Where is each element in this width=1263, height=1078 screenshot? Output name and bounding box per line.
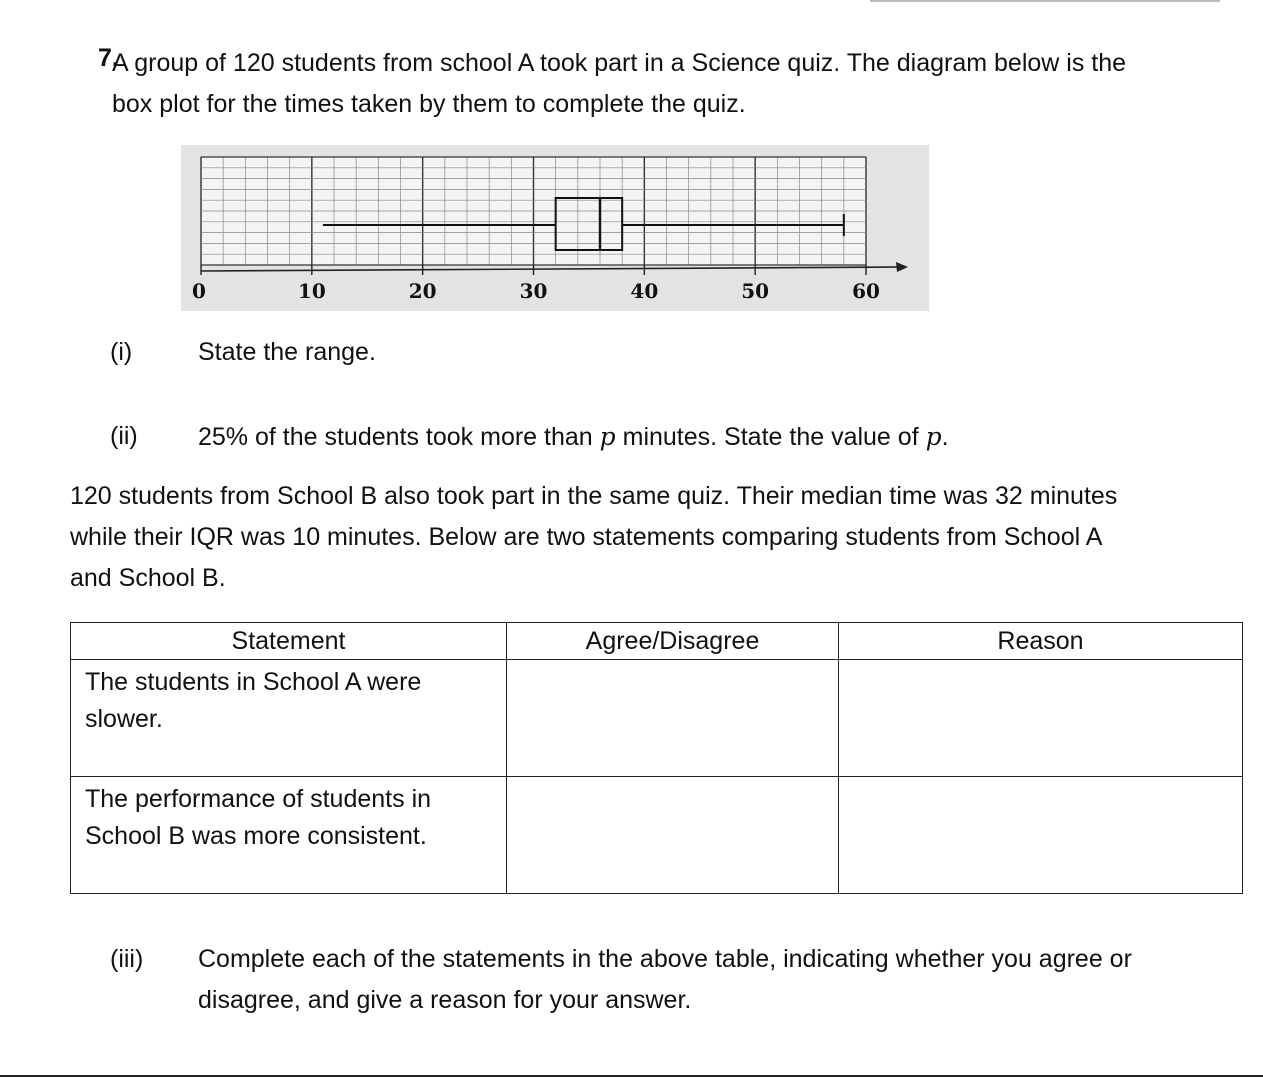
- table-row: [71, 777, 1243, 894]
- grid: [201, 157, 866, 265]
- part-iii-line1: Complete each of the statements in the above table, indicating whether you agree or: [198, 945, 1132, 973]
- part-i-label: (i): [110, 338, 133, 366]
- statement-cell: The performance of students in School B was more consistent.: [71, 777, 507, 894]
- school-b-line2: while their IQR was 10 minutes. Below are two statements comparing students from School A: [70, 523, 1103, 551]
- reason-cell[interactable]: [839, 777, 1243, 894]
- x-tick-label: 20: [408, 279, 437, 303]
- x-tick-label: 50: [741, 279, 770, 303]
- part-iii-line2: disagree, and give a reason for your answer.: [198, 986, 692, 1014]
- statement-cell: The students in School A were slower.: [71, 660, 507, 777]
- part-iii-label: (iii): [110, 945, 144, 973]
- part-ii-text: [198, 422, 949, 452]
- table-header-row: [71, 623, 1243, 660]
- table-row: [71, 660, 1243, 777]
- x-tick-label: 30: [519, 279, 548, 303]
- variable-p: p: [599, 422, 616, 451]
- box-plot-figure: [181, 145, 929, 311]
- top-divider: [870, 0, 1220, 2]
- part-ii-text-end: .: [941, 423, 949, 451]
- header-reason: Reason: [839, 623, 1243, 660]
- x-axis-arrow: [896, 262, 908, 272]
- part-iii-text: [198, 939, 1248, 1021]
- box-plot-svg: [181, 145, 929, 311]
- school-b-line1: 120 students from School B also took part in the same quiz. Their median time was 32 minutes: [70, 482, 1118, 510]
- x-tick-label: 0: [192, 279, 206, 303]
- question-intro: [112, 43, 1242, 125]
- question-number: 7.: [98, 44, 119, 72]
- header-agree-disagree: Agree/Disagree: [507, 623, 839, 660]
- part-ii-text-before: 25% of the students took more than: [198, 423, 593, 451]
- x-axis: [192, 262, 908, 303]
- part-ii-label: (ii): [110, 422, 138, 450]
- part-ii-text-mid: minutes. State the value of: [622, 423, 919, 451]
- comparison-table: [70, 622, 1243, 894]
- variable-p-2: p: [925, 422, 942, 451]
- reason-cell[interactable]: [839, 660, 1243, 777]
- header-statement: Statement: [71, 623, 507, 660]
- x-tick-label: 60: [852, 279, 880, 303]
- x-tick-label: 10: [297, 279, 326, 303]
- x-tick-label: 40: [630, 279, 659, 303]
- x-axis-line: [201, 267, 904, 271]
- question-intro-line1: A group of 120 students from school A took part in a Science quiz. The diagram below is the: [112, 49, 1127, 77]
- question-intro-line2: box plot for the times taken by them to complete the quiz.: [112, 90, 746, 118]
- agree-cell[interactable]: [507, 777, 839, 894]
- agree-cell[interactable]: [507, 660, 839, 777]
- school-b-line3: and School B.: [70, 564, 226, 592]
- school-b-paragraph: [70, 476, 1250, 599]
- bottom-divider: [0, 1075, 1263, 1077]
- part-i-text: State the range.: [198, 338, 376, 366]
